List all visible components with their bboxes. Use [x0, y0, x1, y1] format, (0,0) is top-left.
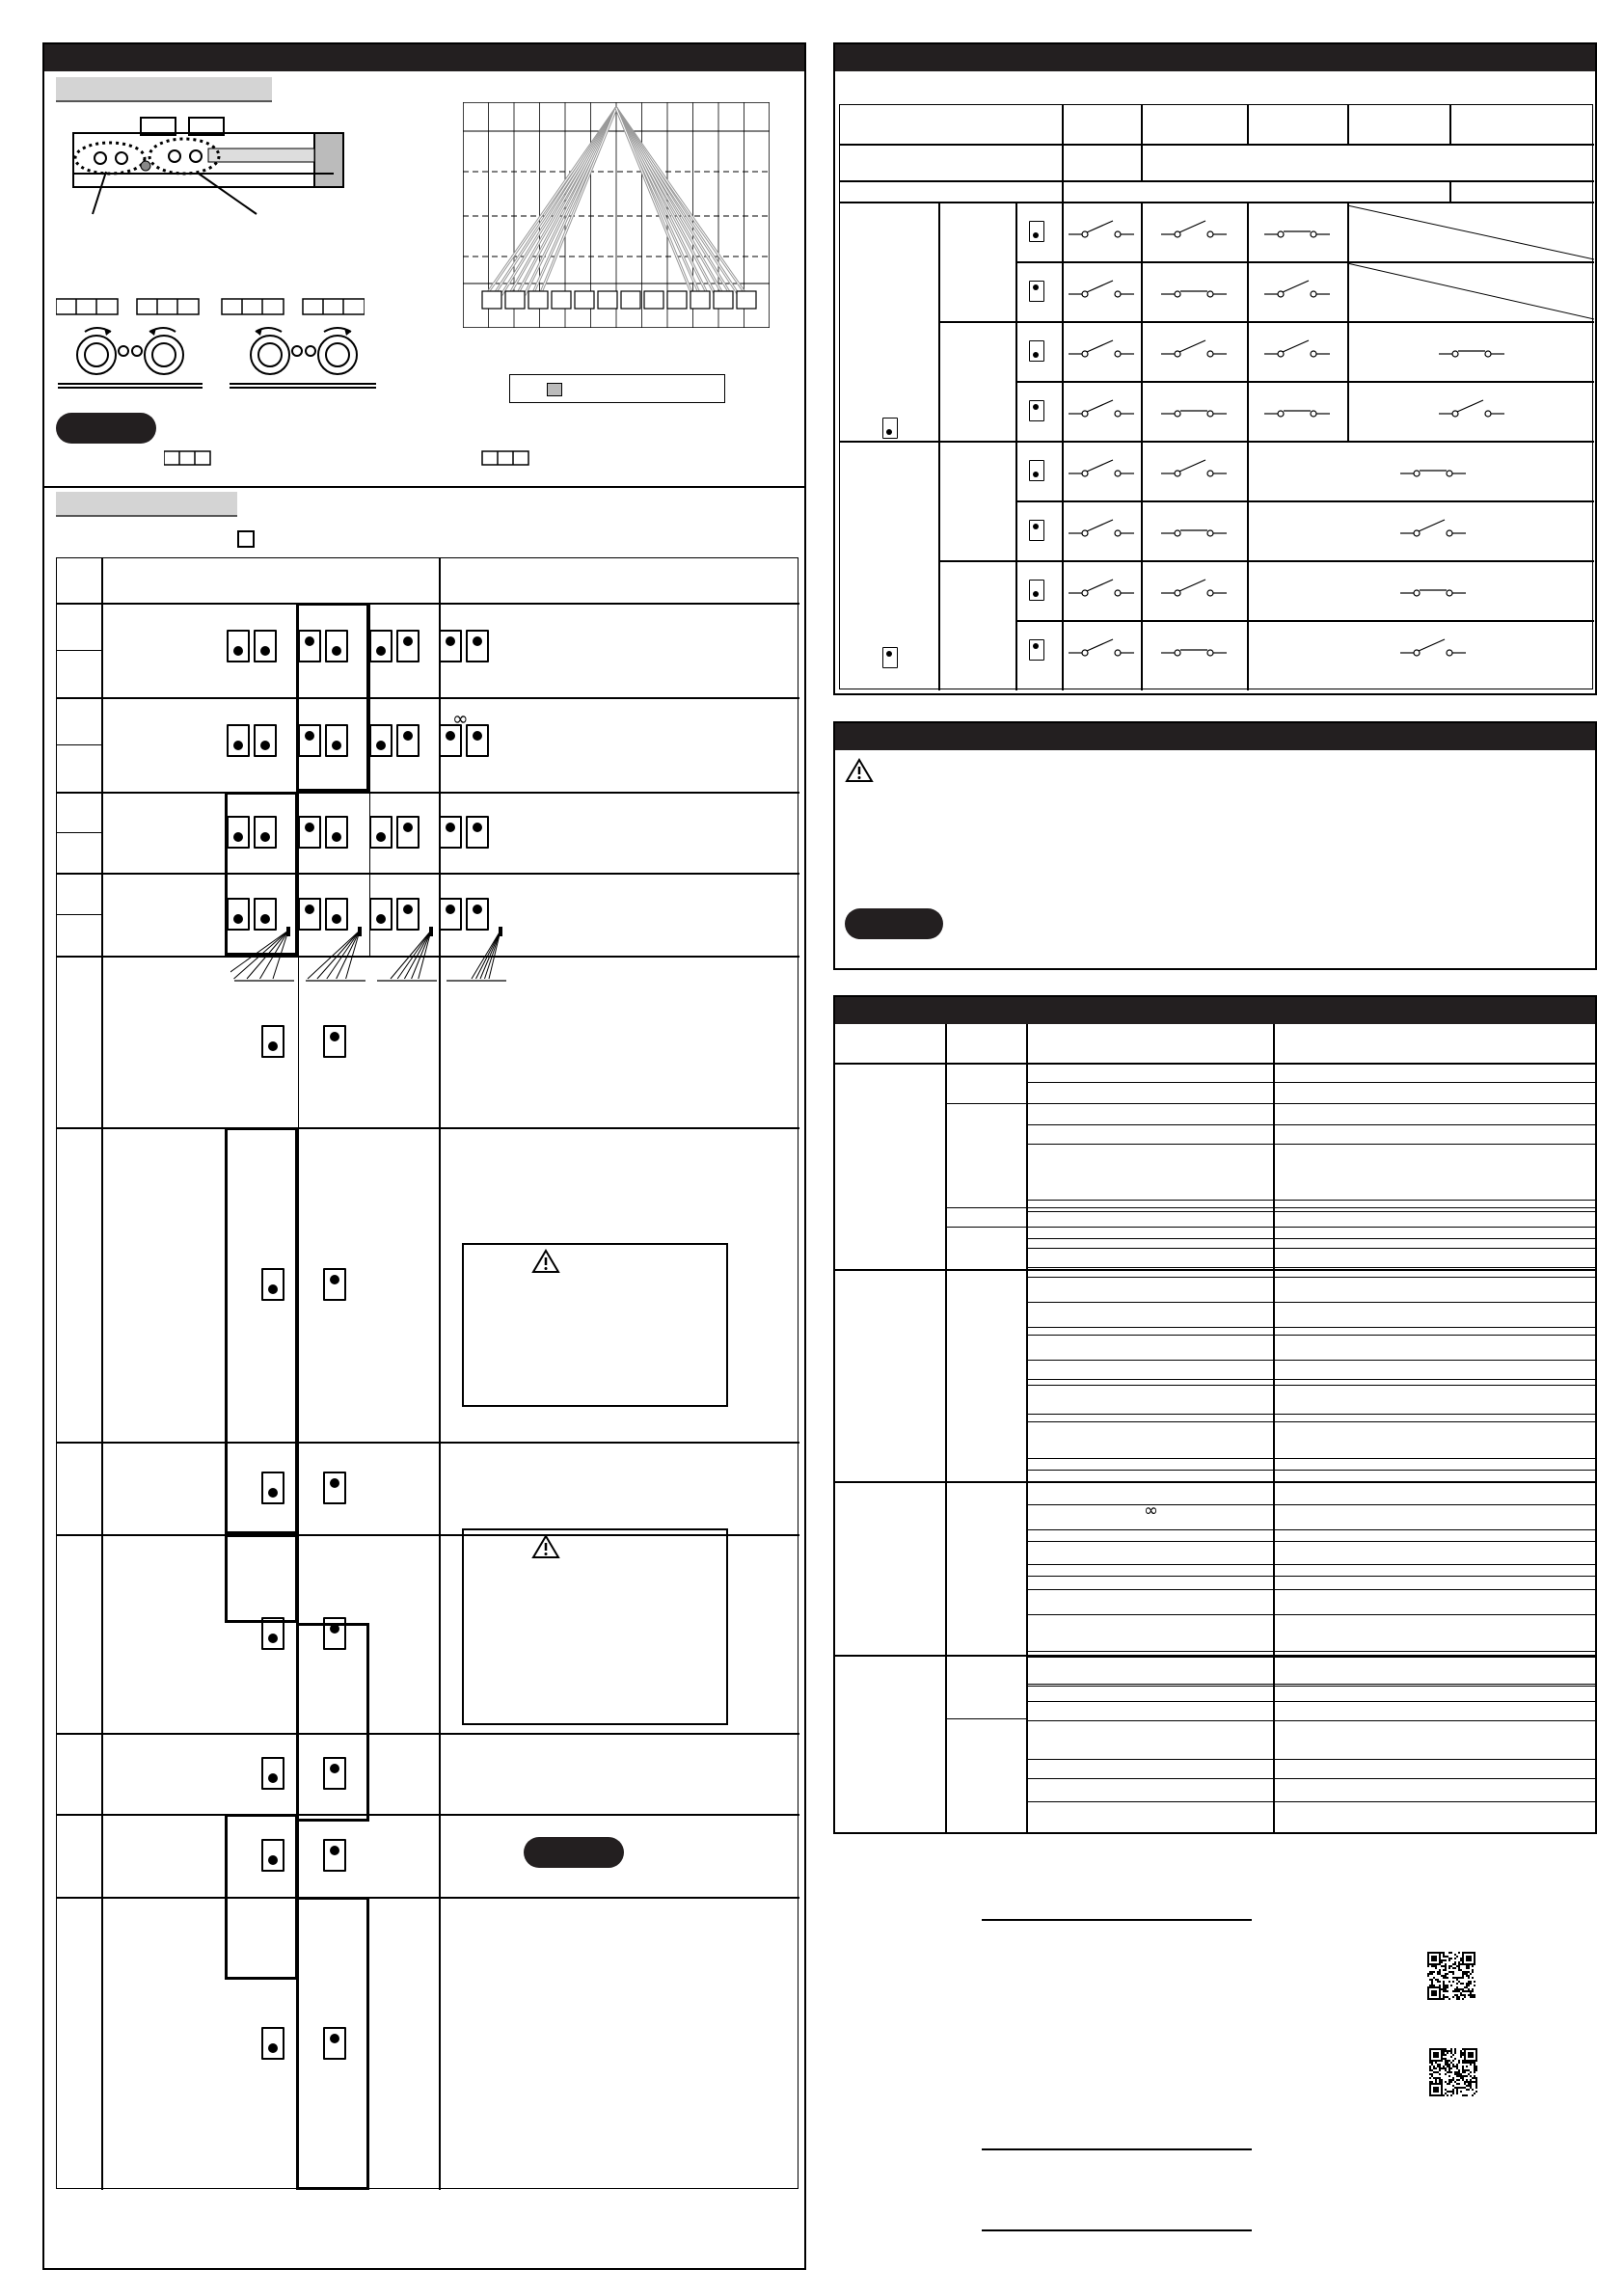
chart-label-box [505, 291, 525, 309]
table-line [1273, 1024, 1275, 1832]
relay-contact-icon [1155, 518, 1232, 541]
table-line [1026, 1541, 1595, 1542]
dip-knob [473, 636, 482, 646]
table-line [1062, 144, 1064, 180]
spec-panel-header [835, 997, 1595, 1024]
table-line [1026, 1470, 1595, 1471]
dip-switch [227, 724, 250, 757]
table-line [1026, 1302, 1595, 1303]
dip-switch [882, 647, 898, 668]
note-pill [56, 413, 156, 444]
table-line [1026, 1211, 1595, 1212]
relay-contact-icon [1063, 458, 1140, 481]
table-line [1026, 1200, 1595, 1201]
dip-switch-pair [227, 630, 277, 662]
table-vline [101, 558, 103, 2190]
table-line [1026, 1277, 1595, 1278]
relay-contact-icon [1380, 578, 1486, 601]
dip-knob [1033, 352, 1039, 358]
relay-contact-icon [1063, 279, 1140, 302]
highlight-frame [225, 792, 298, 956]
table-line [1026, 1421, 1595, 1422]
table-line [1026, 1564, 1595, 1565]
table-line [1026, 1576, 1595, 1577]
dip-switch [882, 418, 898, 439]
dip-knob [473, 905, 482, 914]
warning-triangle-icon [531, 1249, 560, 1274]
table-line [1026, 1124, 1595, 1125]
relay-contact-icon [1063, 398, 1140, 421]
highlight-frame [225, 1814, 298, 1980]
table-line [1026, 1063, 1595, 1064]
warning-box [462, 1243, 728, 1407]
table-line [1026, 1335, 1595, 1336]
relay-contact-icon [1063, 518, 1140, 541]
qr-code-2 [1429, 2048, 1477, 2096]
dip-switch [466, 898, 489, 931]
table-hline [57, 697, 799, 699]
dip-knob [403, 905, 413, 914]
dip-knob [446, 905, 455, 914]
table-line [1026, 1832, 1595, 1833]
table-line [1026, 1458, 1595, 1459]
table-line [1026, 1589, 1595, 1590]
beam-angle-icon [302, 927, 369, 985]
table-line [1026, 1248, 1595, 1249]
highlight-frame [225, 1534, 298, 1623]
infinity-symbol: ∞ [1144, 1500, 1158, 1521]
dip-switch [1029, 340, 1044, 362]
dip-switch [261, 1757, 284, 1790]
dip-switch [298, 816, 321, 849]
table-subline [57, 650, 101, 651]
dip-knob [376, 646, 386, 656]
dip-switch-pair [439, 898, 489, 931]
dip-switch [1029, 400, 1044, 421]
dip-knob [268, 1773, 278, 1783]
table-line [945, 1227, 1026, 1228]
table-line [938, 560, 1015, 562]
dip-switch [323, 1025, 346, 1058]
dip-knob [886, 429, 892, 435]
relay-contact-icon [1259, 338, 1336, 362]
chart-label-box [528, 291, 548, 309]
dip-knob [403, 731, 413, 741]
dip-switch [323, 1839, 346, 1872]
dial-illustrations [58, 324, 386, 392]
dip-switch [396, 816, 420, 849]
diagonal-slash [1347, 261, 1594, 321]
dip-switch [466, 630, 489, 662]
dip-knob [332, 832, 341, 842]
table-hline [57, 1127, 799, 1129]
dip-switch [323, 1268, 346, 1301]
dip-switch [396, 898, 420, 931]
relay-contact-icon [1259, 398, 1336, 421]
dip-knob [1033, 524, 1039, 529]
section-a-tab [56, 77, 272, 102]
dip-switch [369, 898, 392, 931]
table-line [1026, 1614, 1595, 1615]
dip-switch [369, 816, 392, 849]
table-line [1026, 1504, 1595, 1505]
table-line [1026, 1529, 1595, 1530]
dip-switch [396, 724, 420, 757]
relay-contact-icon [1063, 637, 1140, 661]
table-line [945, 1655, 1026, 1656]
table-line [938, 202, 940, 690]
relay-contact-icon [1155, 458, 1232, 481]
beam-angle-icon [373, 927, 441, 985]
table-line [840, 441, 1594, 443]
table-line [1015, 202, 1017, 690]
warning-note-pill [845, 908, 943, 939]
dip-switch [466, 724, 489, 757]
chart-label-box [714, 291, 733, 309]
dip-switch [1029, 281, 1044, 302]
footer-rule-3 [982, 2229, 1252, 2231]
dip-switch-table [56, 557, 798, 2189]
dip-knob [233, 741, 243, 750]
dip-switch [254, 630, 277, 662]
highlight-frame [225, 1127, 298, 1534]
dip-switch-pair [298, 816, 348, 849]
dip-knob [1033, 284, 1039, 290]
relay-contact-icon [1155, 279, 1232, 302]
dip-knob [330, 1275, 339, 1284]
dip-switch-pair [439, 630, 489, 662]
table-subline [57, 744, 101, 745]
table-line [1026, 1657, 1595, 1658]
dip-knob [376, 741, 386, 750]
qr-code-1 [1427, 1952, 1475, 2000]
table-line [1026, 1024, 1028, 1832]
beam-angle-icon [443, 927, 510, 985]
dip-switch-pair [298, 898, 348, 931]
relay-contact-icon [1155, 398, 1232, 421]
dip-switch [261, 2027, 284, 2060]
section-b-tab [56, 492, 237, 517]
relay-contact-icon [1155, 578, 1232, 601]
dip-knob [305, 823, 314, 832]
dip-switch [1029, 221, 1044, 242]
relay-contact-icon [1380, 458, 1486, 481]
table-line [1026, 1686, 1595, 1687]
relay-contact-icon [1155, 338, 1232, 362]
table-line [1015, 381, 1594, 383]
relay-contact-icon [1155, 637, 1232, 661]
table-line [1026, 1720, 1595, 1721]
table-line [1026, 1144, 1595, 1145]
chart-label-box [552, 291, 571, 309]
dip-knob [332, 914, 341, 924]
table-hline [57, 1897, 799, 1899]
table-line [945, 1718, 1026, 1719]
table-line [1449, 105, 1451, 144]
dip-switch-pair [369, 898, 420, 931]
dip-knob [1033, 232, 1039, 238]
table-line [1026, 1379, 1595, 1380]
chart-label-box [690, 291, 710, 309]
dip-knob [1033, 643, 1039, 649]
dip-knob [376, 832, 386, 842]
dip-knob [403, 636, 413, 646]
table-line [945, 1207, 1026, 1208]
dip-switch [439, 898, 462, 931]
table-line [1015, 500, 1594, 502]
device-drawing [64, 108, 382, 272]
contact-panel-header [835, 44, 1595, 71]
left-panel [42, 42, 806, 2270]
table-hline [57, 603, 799, 605]
dip-switch [1029, 580, 1044, 601]
dip-switch [1029, 520, 1044, 541]
table-line [1026, 1082, 1595, 1083]
chart-label-box [482, 291, 501, 309]
highlight-frame [296, 1623, 369, 1822]
dip-switch [369, 630, 392, 662]
table-line [945, 1269, 1026, 1270]
spec-panel [833, 995, 1597, 1834]
diagonal-slash [1347, 202, 1594, 261]
dip-knob [1033, 472, 1039, 477]
dip-knob [330, 1846, 339, 1855]
dip-switch [369, 724, 392, 757]
table-line [1449, 180, 1451, 202]
dip-switch [1029, 639, 1044, 661]
table-line [1015, 321, 1594, 323]
table-line [1026, 1651, 1595, 1652]
dip-switch [261, 1025, 284, 1058]
spec-table [835, 1024, 1595, 1832]
dip-knob [886, 651, 892, 657]
dip-knob [376, 914, 386, 924]
table-line [1015, 620, 1594, 622]
table-line [945, 1103, 1026, 1104]
warning-triangle-icon [531, 1534, 560, 1559]
table-subline [57, 832, 101, 833]
dip-switch [254, 724, 277, 757]
contact-panel [833, 42, 1597, 695]
dip-switch [227, 630, 250, 662]
relay-contact-icon [1063, 578, 1140, 601]
table-hline [57, 1442, 799, 1444]
dip-knob [446, 823, 455, 832]
warning-triangle-icon [845, 758, 874, 783]
relay-contact-icon [1259, 219, 1336, 242]
table-line [840, 180, 1594, 182]
table-hline [57, 873, 799, 875]
dip-knob [1033, 404, 1039, 410]
table-line [1026, 1327, 1595, 1328]
table-line [945, 1024, 947, 1832]
dip-knob [446, 731, 455, 741]
table-line [1141, 105, 1143, 144]
table-line [1015, 560, 1594, 562]
dip-knob [330, 1032, 339, 1041]
warning-panel-header [835, 723, 1595, 750]
legend-swatch [547, 383, 562, 396]
dip-knob [473, 731, 482, 741]
table-line [1062, 105, 1064, 144]
contact-table [839, 104, 1593, 689]
table-line [1141, 202, 1143, 690]
table-line [945, 1481, 1026, 1482]
table-line [1026, 1414, 1595, 1415]
note-pill [524, 1837, 624, 1868]
warning-panel [833, 721, 1597, 970]
dip-knob [260, 646, 270, 656]
chart-legend [509, 374, 725, 403]
marker-square-icon [237, 530, 255, 548]
table-line [1026, 1801, 1595, 1802]
divider [44, 486, 804, 488]
relay-contact-icon [1063, 219, 1140, 242]
beam-fan-chart [463, 102, 770, 328]
dip-knob [268, 2043, 278, 2053]
chart-label-box [667, 291, 687, 309]
table-line [1062, 180, 1064, 202]
dip-switch [466, 816, 489, 849]
chart-label-box [621, 291, 640, 309]
dip-switch-pair [369, 724, 420, 757]
dip-knob [330, 1478, 339, 1488]
table-line [1347, 105, 1349, 144]
dip-switch-pair [439, 816, 489, 849]
left-panel-header [44, 44, 804, 71]
dip-switch [323, 1472, 346, 1504]
chart-label-box [737, 291, 756, 309]
table-line [1026, 1103, 1595, 1104]
chart-label-box [598, 291, 617, 309]
dip-switch [439, 630, 462, 662]
dip-switch [298, 898, 321, 931]
dip-knob [446, 636, 455, 646]
chart-label-box [644, 291, 663, 309]
table-line [1026, 1238, 1595, 1239]
dip-switch [1029, 460, 1044, 481]
relay-contact-icon [1063, 338, 1140, 362]
relay-contact-icon [1259, 279, 1336, 302]
table-vline [439, 558, 441, 2190]
dip-switch [325, 816, 348, 849]
table-line [1026, 1385, 1595, 1386]
dip-switch [325, 898, 348, 931]
table-hline [57, 792, 799, 794]
table-line [938, 321, 1015, 323]
highlight-frame [296, 1897, 369, 2190]
note-label-boxes [164, 449, 569, 467]
dip-knob [268, 1634, 278, 1643]
footer-rule-1 [982, 1919, 1252, 1921]
dip-knob [260, 741, 270, 750]
infinity-symbol: ∞ [452, 707, 469, 730]
table-line [1026, 1267, 1595, 1268]
table-line [1026, 1778, 1595, 1779]
dip-knob [305, 905, 314, 914]
dip-knob [403, 823, 413, 832]
highlight-frame [296, 603, 369, 792]
relay-contact-icon [1419, 398, 1525, 421]
relay-contact-icon [1380, 518, 1486, 541]
dip-knob [268, 1041, 278, 1051]
table-line [1026, 1360, 1595, 1361]
relay-contact-icon [1419, 338, 1525, 362]
table-line [1141, 144, 1143, 180]
dip-switch [396, 630, 420, 662]
table-line [1026, 1701, 1595, 1702]
relay-contact-icon [1155, 219, 1232, 242]
warning-box [462, 1528, 728, 1725]
dip-knob [233, 646, 243, 656]
dip-switch-pair [369, 630, 420, 662]
table-hline [57, 1733, 799, 1735]
relay-contact-icon [1380, 637, 1486, 661]
dip-switch [439, 816, 462, 849]
dip-switch-pair [227, 724, 277, 757]
footer-rule-2 [982, 2148, 1252, 2150]
chart-label-box [575, 291, 594, 309]
table-line [1026, 1759, 1595, 1760]
table-subline [57, 914, 101, 915]
table-line [1026, 1684, 1595, 1685]
table-line [1062, 202, 1064, 690]
table-line [1247, 202, 1249, 690]
table-line [1026, 1227, 1595, 1228]
dip-knob [1033, 591, 1039, 597]
table-line [1247, 105, 1249, 144]
label-boxes [56, 297, 365, 316]
table-line [1026, 1207, 1595, 1208]
table-hline [57, 1814, 799, 1816]
dip-switch-pair [369, 816, 420, 849]
table-line [840, 144, 1594, 146]
dip-knob [473, 823, 482, 832]
